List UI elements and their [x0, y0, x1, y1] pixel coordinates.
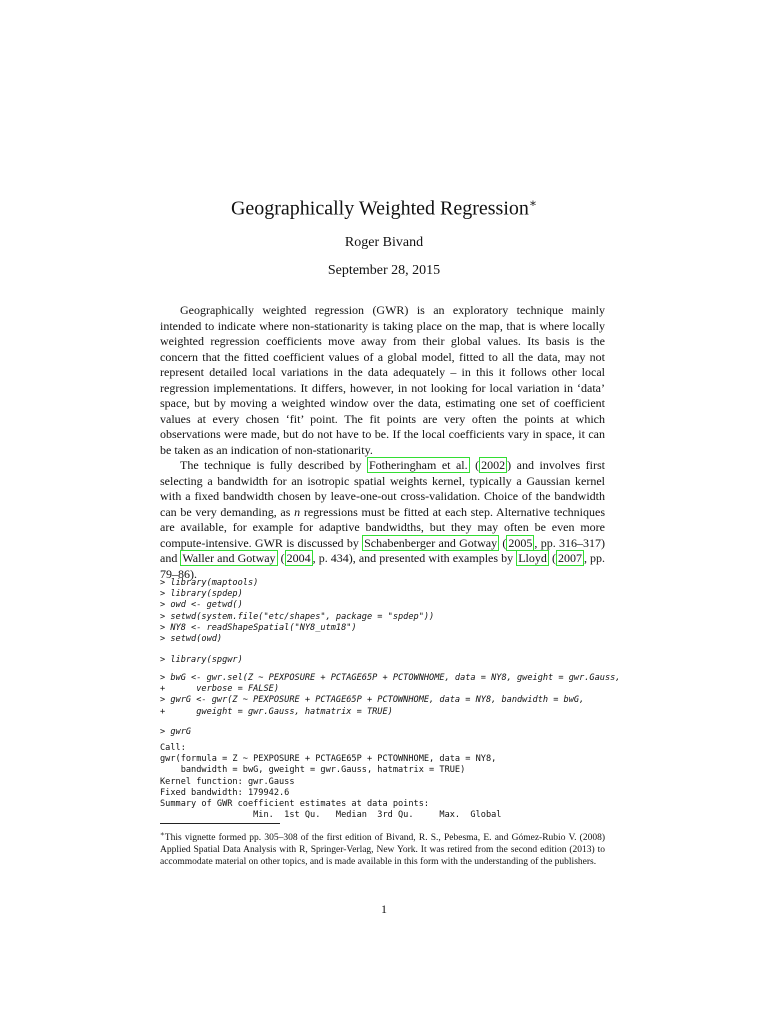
- output-line: Min. 1st Qu. Median 3rd Qu. Max. Global: [160, 810, 502, 821]
- code-line: > library(spdep): [160, 589, 243, 600]
- output-line: bandwidth = bwG, gweight = gwr.Gauss, hatmatrix = TRUE): [160, 765, 466, 776]
- code-line: > NY8 <- readShapeSpatial("NY8_utm18"): [160, 622, 357, 633]
- paragraph-1: Geographically weighted regression (GWR) is an exploratory technique mainly intended to indicate where non-stationarity is taking place on the map, that is where locally weighted regression coefficients move away from their global values. Its basis is the concern that the fitted coefficient values of a global model, fitted to all the data, may not represent detailed local variations in the data adequately – in this it follows other local regression implementations. It differs, however, in not looking for local variation in ‘data’ space, but by moving a weighted window over the data, estimating one set of coefficient values at every chosen ‘fit’ point. The fit points are very often the points at which observations were made, but do not have to be. If the local coefficients vary in space, it can be taken as an indication of non-stationarity.: [160, 303, 605, 457]
- citation-link[interactable]: Waller and Gotway: [182, 551, 276, 565]
- footnote: [160, 828, 605, 868]
- code-line: > bwG <- gwr.sel(Z ~ PEXPOSURE + PCTAGE65P + PCTOWNHOME, data = NY8, gweight = gwr.Gauss,: [160, 673, 621, 683]
- output-line: Kernel function: gwr.Gauss: [160, 776, 295, 787]
- code-block-print: [160, 727, 660, 738]
- paragraph-2: The technique is fully described by Fotheringham et al. ( 2002 ) and involves first selecting a bandwidth for an isotropic spatial weights kernel, typically a Gaussian kernel with a fixed bandwidth chosen by leave-one-out cross-validation. Choice of the bandwidth can be very demanding, as n regressions must be fitted at each step. Alternative techniques are available, for example for adaptive bandwidths, but they may often be even more compute-intensive. GWR is discussed by Schabenberger and Gotway ( 2005 , pp. 316–317) and Waller and Gotway ( 2004 , p. 434), and presented with examples by Lloyd ( 2007 , pp. 79–86).: [160, 458, 606, 581]
- output-line: Call:: [160, 743, 186, 753]
- code-block-load-data: [160, 578, 660, 645]
- code-line: + gweight = gwr.Gauss, hatmatrix = TRUE): [160, 706, 393, 717]
- citation-link[interactable]: Schabenberger and Gotway: [364, 535, 498, 550]
- code-block-gwr-fit: [160, 673, 660, 718]
- code-block-library: [160, 655, 660, 666]
- paper-title: [0, 196, 768, 221]
- author: Roger Bivand: [344, 235, 424, 250]
- title-text: Geographically Weighted Regression: [230, 197, 529, 220]
- citation-year-link[interactable]: 2002: [481, 458, 506, 472]
- footnote-mark: ∗: [160, 830, 165, 838]
- code-line: > setwd(owd): [160, 634, 223, 645]
- page-number: 1: [381, 902, 387, 916]
- footnote-rule: [160, 823, 280, 824]
- output-line: Summary of GWR coefficient estimates at data points:: [160, 799, 430, 810]
- footnote-text: This vignette formed pp. 305–308 of the first edition of Bivand, R. S., Pebesma, E. and Gómez-Rubio V. (2008) Applied Spatial Data Analysis with R, Springer-Verlag, New York. It was retired from the second edition (2013) to accommodate material on other topics, and is made available in this form with the understanding of the publishers.: [160, 833, 605, 868]
- output-line: Fixed bandwidth: 179942.6: [160, 787, 290, 798]
- citation-link[interactable]: Lloyd: [518, 551, 547, 565]
- code-line: + verbose = FALSE): [160, 684, 279, 695]
- code-output: [160, 743, 660, 821]
- body-text: [160, 303, 605, 582]
- citation-year-link[interactable]: 2007: [557, 551, 582, 565]
- code-line: > setwd(system.file("etc/shapes", package = "spdep")): [160, 611, 435, 622]
- math-n: n: [294, 504, 301, 519]
- citation-link[interactable]: Fotheringham et al.: [368, 458, 468, 472]
- code-line: > gwrG <- gwr(Z ~ PEXPOSURE + PCTAGE65P + PCTOWNHOME, data = NY8, bandwidth = bwG,: [160, 695, 585, 706]
- title-footnote-mark: ∗: [528, 196, 538, 210]
- code-line: > gwrG: [160, 727, 192, 737]
- code-line: > library(spgwr): [160, 655, 243, 665]
- citation-year-link[interactable]: 2004: [286, 551, 311, 565]
- output-line: gwr(formula = Z ~ PEXPOSURE + PCTAGE65P + PCTOWNHOME, data = NY8,: [160, 754, 497, 765]
- code-line: > owd <- getwd(): [160, 600, 243, 611]
- citation-year-link[interactable]: 2005: [508, 535, 533, 550]
- date: September 28, 2015: [327, 263, 441, 278]
- code-line: > library(maptools): [160, 578, 259, 588]
